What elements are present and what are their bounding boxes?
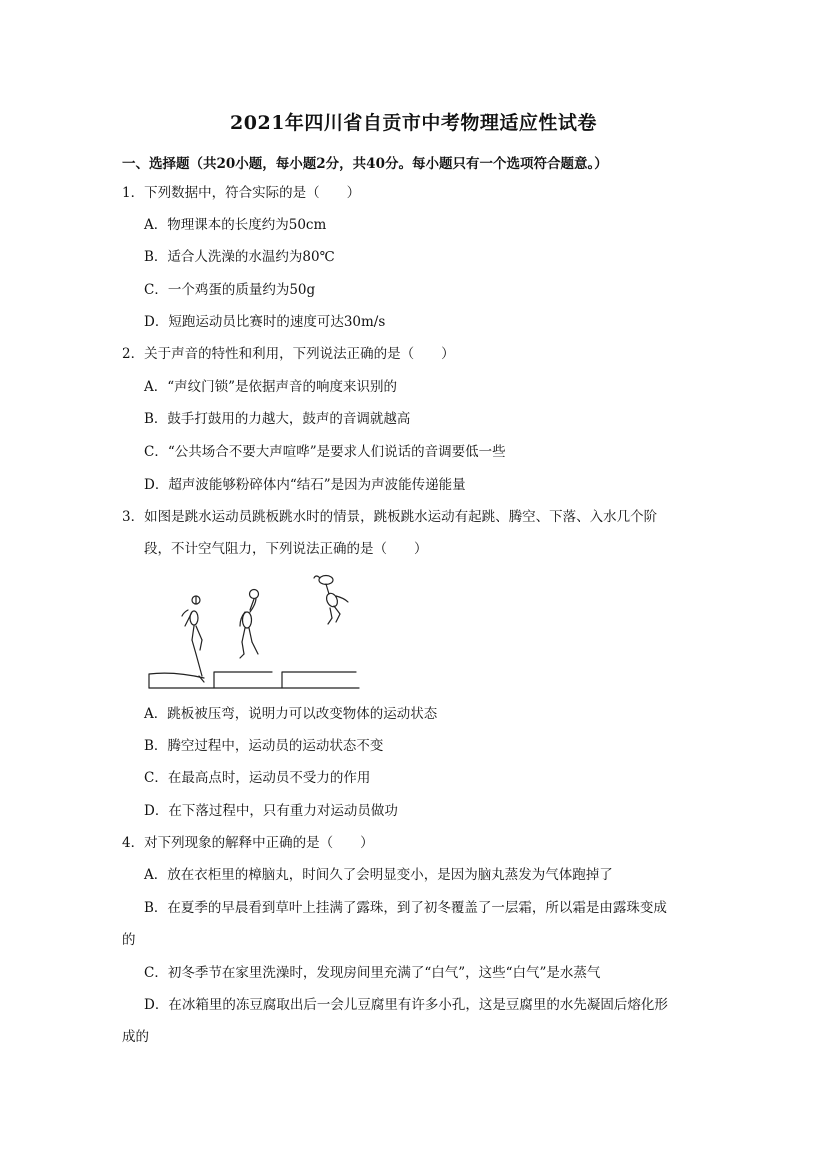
question-4-option-b-line1: B．在夏季的早晨看到草叶上挂满了露珠，到了初冬覆盖了一层霜，所以霜是由露珠变成: [144, 900, 667, 916]
question-3-option-a: A．跳板被压弯，说明力可以改变物体的运动状态: [144, 706, 438, 722]
question-4-option-c: C．初冬季节在家里洗澡时，发现房间里充满了“白气”，这些“白气”是水蒸气: [144, 965, 601, 981]
question-4-option-a: A．放在衣柜里的樟脑丸，时间久了会明显变小，是因为脑丸蒸发为气体跑掉了: [144, 867, 613, 883]
question-3-stem-line1: 3．如图是跳水运动员跳板跳水时的情景，跳板跳水运动有起跳、腾空、下落、入水几个阶: [122, 509, 658, 525]
question-2-stem: 2．关于声音的特性和利用，下列说法正确的是（ ）: [122, 346, 455, 362]
question-3-option-b: B．腾空过程中，运动员的运动状态不变: [144, 738, 384, 754]
diver-figure-takeoff: [182, 596, 202, 676]
platform-middle: [214, 672, 272, 688]
platform-right: [282, 672, 356, 688]
section-heading: 一、选择题（共20小题，每小题2分，共40分。每小题只有一个选项符合题意。）: [122, 156, 608, 172]
diver-figure-airborne: [240, 590, 259, 659]
diver-figure-somersault: [314, 576, 348, 625]
diving-illustration: [144, 568, 364, 694]
question-1-option-a: A．物理课本的长度约为50cm: [144, 217, 327, 233]
question-1-option-d: D．短跑运动员比赛时的速度可达30m/s: [144, 314, 386, 330]
question-4-stem: 4．对下列现象的解释中正确的是（ ）: [122, 835, 374, 851]
question-1-stem: 1．下列数据中，符合实际的是（ ）: [122, 185, 361, 201]
question-3-option-c: C．在最高点时，运动员不受力的作用: [144, 770, 371, 786]
question-4-option-d-line2: 成的: [122, 1029, 149, 1045]
question-2-option-d: D．超声波能够粉碎体内“结石”是因为声波能传递能量: [144, 477, 466, 493]
springboard: [149, 673, 204, 688]
page-title: 2021年四川省自贡市中考物理适应性试卷: [230, 112, 597, 134]
question-1-option-b: B．适合人洗澡的水温约为80℃: [144, 249, 335, 265]
question-3-option-d: D．在下落过程中，只有重力对运动员做功: [144, 803, 398, 819]
question-3-stem-line2: 段，不计空气阻力，下列说法正确的是（ ）: [144, 541, 428, 557]
question-1-option-c: C．一个鸡蛋的质量约为50g: [144, 282, 316, 298]
question-4-option-b-line2: 的: [122, 932, 136, 948]
question-2-option-c: C．“公共场合不要大声喧哗”是要求人们说话的音调要低一些: [144, 444, 506, 460]
question-4-option-d-line1: D．在冰箱里的冻豆腐取出后一会儿豆腐里有许多小孔，这是豆腐里的水先凝固后熔化形: [144, 997, 668, 1013]
question-2-option-a: A．“声纹门锁”是依据声音的响度来识别的: [144, 379, 398, 395]
question-2-option-b: B．鼓手打鼓用的力越大，鼓声的音调就越高: [144, 411, 411, 427]
